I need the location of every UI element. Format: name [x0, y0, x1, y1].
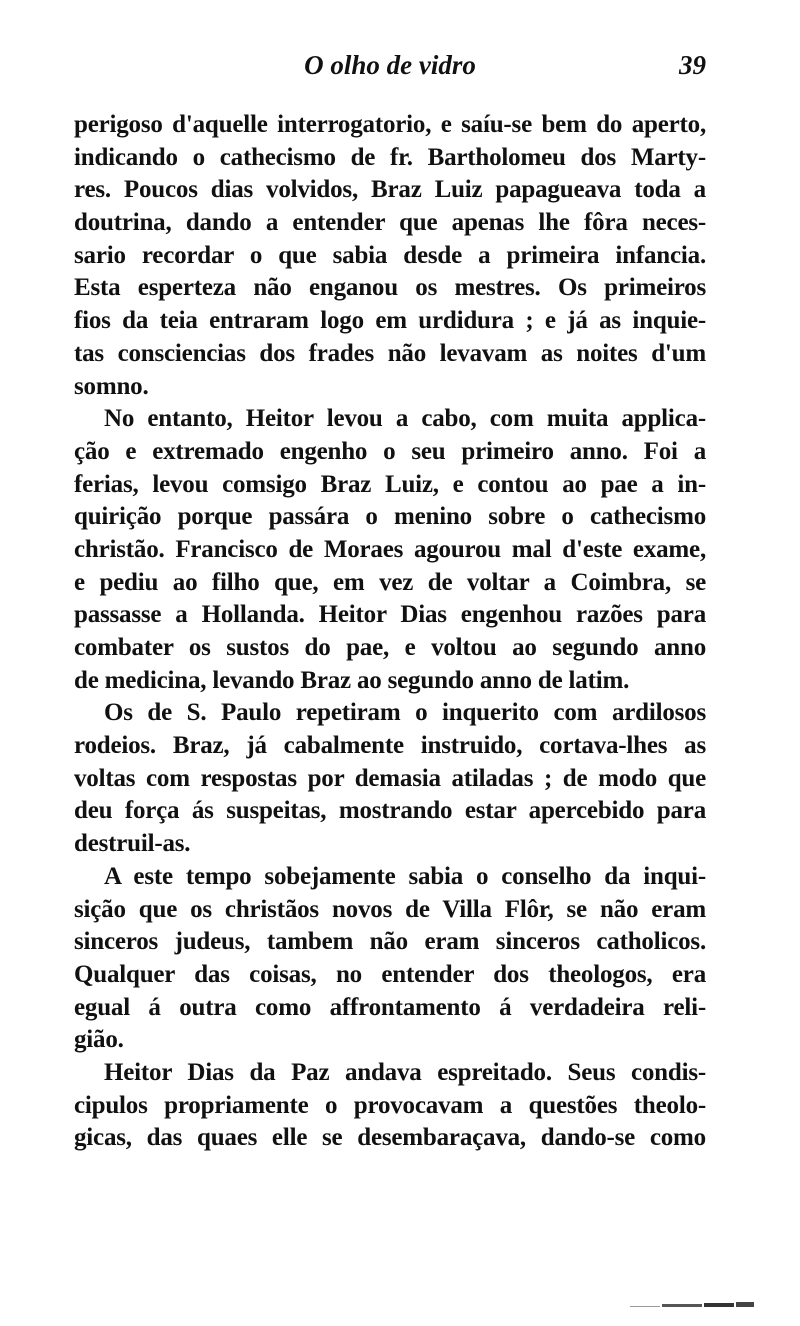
text-line: deu força ás suspeitas, mostrando estar apercebido para: [74, 797, 706, 825]
scan-smudge: [630, 1300, 756, 1310]
paragraph-4: [74, 861, 706, 1057]
text-line: doutrina, dando a entender que apenas lhe fôra neces-: [74, 209, 706, 237]
text-line: sario recordar o que sabia desde a primeira infancia.: [74, 241, 706, 269]
text-line: Heitor Dias da Paz andava espreitado. Seus condis-: [104, 1058, 706, 1086]
text-line: gião.: [74, 1026, 124, 1054]
text-line: voltas com respostas por demasia atiladas ; de modo que: [74, 764, 706, 792]
text-line: res. Poucos dias volvidos, Braz Luiz papagueava toda a: [74, 176, 706, 204]
paragraph-2: [74, 403, 706, 697]
text-line: ção e extremado engenho o seu primeiro anno. Foi a: [74, 437, 706, 465]
paragraph-3: [74, 697, 706, 860]
text-line: Os de S. Paulo repetiram o inquerito com ardilosos: [104, 699, 706, 727]
text-line: tas consciencias dos frades não levavam as noites d'um: [74, 339, 706, 367]
text-line: rodeios. Braz, já cabalmente instruido, cortava-lhes as: [74, 732, 706, 760]
text-line: christão. Francisco de Moraes agourou mal d'este exame,: [74, 535, 706, 563]
paragraph-1: [74, 109, 706, 403]
text-line: cipulos propriamente o provocavam a questões theolo-: [74, 1091, 706, 1119]
text-line: perigoso d'aquelle interrogatorio, e saíu-se bem do aperto,: [74, 111, 706, 138]
text-line: sição que os christãos novos de Villa Flôr, se não eram: [74, 895, 706, 923]
text-line: Qualquer das coisas, no entender dos theologos, era: [74, 960, 706, 988]
text-line: fios da teia entraram logo em urdidura ; e já as inquie-: [74, 307, 706, 335]
text-line: quirição porque passára o menino sobre o cathecismo: [74, 503, 706, 531]
running-title: O olho de vidro: [304, 50, 476, 80]
text-line: gicas, das quaes elle se desembaraçava, dando-se como: [74, 1124, 706, 1152]
text-line: combater os sustos do pae, e voltou ao segundo anno: [74, 634, 706, 661]
text-line: sinceros judeus, tambem não eram sinceros catholicos.: [74, 928, 706, 956]
text-line: ferias, levou comsigo Braz Luiz, e contou ao pae a in-: [74, 470, 706, 498]
text-line: passasse a Hollanda. Heitor Dias engenhou razões para: [74, 601, 706, 629]
text-line: A este tempo sobejamente sabia o conselho da inqui-: [104, 862, 706, 890]
text-line: somno.: [74, 372, 149, 400]
running-head: [74, 50, 706, 90]
page-number: 39: [679, 50, 706, 80]
text-line: No entanto, Heitor levou a cabo, com muita applica-: [104, 405, 706, 433]
text-line: egual á outra como affrontamento á verdadeira reli-: [74, 993, 706, 1021]
text-line: destruil-as.: [74, 830, 191, 858]
paragraph-5: [74, 1057, 706, 1155]
body-text: [74, 109, 706, 1155]
text-line: Esta esperteza não enganou os mestres. Os primeiros: [74, 274, 706, 302]
text-line: e pediu ao filho que, em vez de voltar a Coimbra, se: [74, 568, 706, 596]
text-line: indicando o cathecismo de fr. Bartholomeu dos Marty-: [74, 143, 706, 171]
text-line: de medicina, levando Braz ao segundo anno de latim.: [74, 666, 630, 694]
